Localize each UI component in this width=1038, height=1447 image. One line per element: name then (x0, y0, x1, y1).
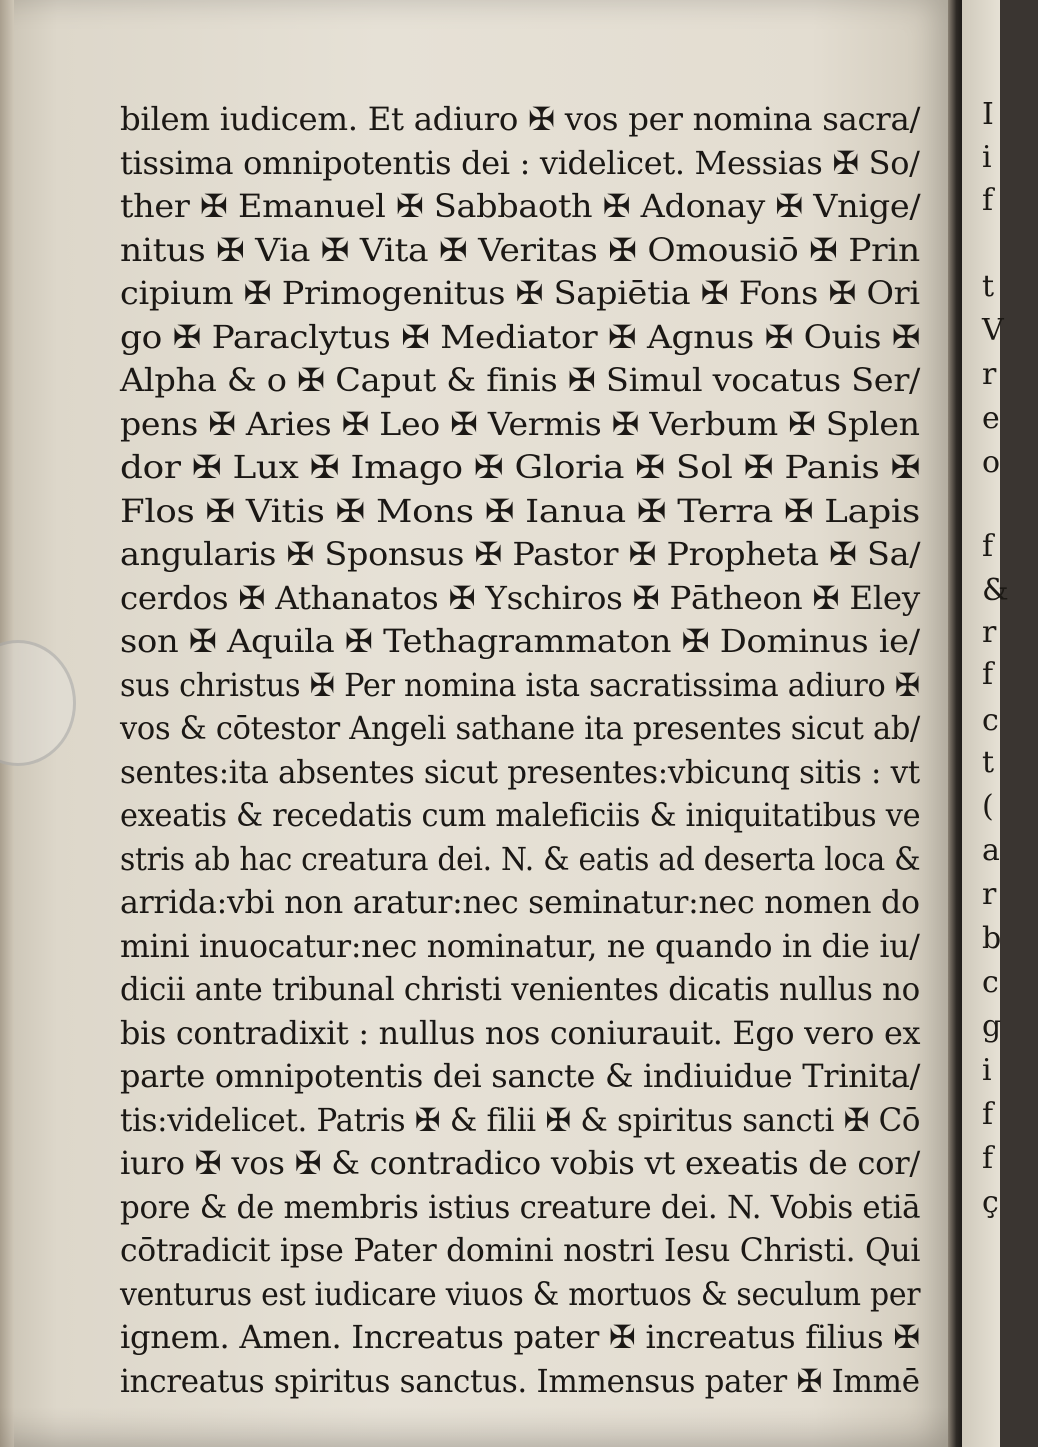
text-line: son ✠ Aquila ✠ Tethagrammaton ✠ Dominus ie/ (120, 622, 920, 660)
text-line: venturus est iudicare viuos & mortuos & seculum per (120, 1274, 921, 1313)
text-line: parte omnipotentis dei sancte & indiuidue Trinita/ (120, 1057, 921, 1095)
facing-page-letter: f (982, 1141, 994, 1176)
text-line: go ✠ Paraclytus ✠ Mediator ✠ Agnus ✠ Ouis ✠ (120, 317, 921, 356)
facing-page-letter: r (982, 357, 997, 392)
text-line: cipium ✠ Primogenitus ✠ Sapiētia ✠ Fons ✠ Ori (120, 274, 920, 312)
text-line: Alpha & o ✠ Caput & finis ✠ Simul vocatus Ser/ (120, 361, 921, 399)
facing-page-letter: ( (982, 789, 994, 824)
facing-page-letter: t (982, 745, 995, 780)
text-line: dor ✠ Lux ✠ Imago ✠ Gloria ✠ Sol ✠ Panis ✠ (120, 448, 921, 486)
text-line: cōtradicit ipse Pater domini nostri Iesu Christi. Qui (120, 1231, 921, 1269)
text-line: Flos ✠ Vitis ✠ Mons ✠ Ianua ✠ Terra ✠ Lapis (120, 491, 920, 530)
facing-page-letter: e (982, 401, 1000, 436)
text-line: sus christus ✠ Per nomina ista sacratissima adiuro ✠ (120, 665, 920, 704)
facing-page-letter: a (982, 833, 1000, 868)
page-bottom-shadow (0, 1407, 955, 1447)
facing-page-letter: t (982, 269, 995, 304)
text-line: pens ✠ Aries ✠ Leo ✠ Vermis ✠ Verbum ✠ Splen (120, 404, 920, 443)
facing-page-letter: b (982, 921, 1002, 956)
text-line: pore & de membris istius creature dei. N. Vobis etiā (120, 1187, 921, 1226)
text-line: increatus spiritus sanctus. Immensus pater ✠ Immē (120, 1361, 920, 1400)
book-gutter (948, 0, 962, 1447)
text-line: bis contradixit : nullus nos coniurauit. Ego vero ex (120, 1013, 921, 1052)
text-line: angularis ✠ Sponsus ✠ Pastor ✠ Propheta ✠ Sa/ (120, 535, 921, 573)
text-line: vos & cōtestor Angeli sathane ita presentes sicut ab/ (120, 709, 921, 747)
book-clasp (0, 640, 76, 766)
facing-page-letter: i (982, 140, 992, 175)
facing-page-letter: V (982, 313, 1004, 348)
text-line: ther ✠ Emanuel ✠ Sabbaoth ✠ Adonay ✠ Vnige/ (120, 187, 921, 225)
facing-page-letter: f (982, 529, 994, 564)
text-line: sentes:ita absentes sicut presentes:vbicunq sitis : vt (120, 752, 920, 791)
facing-page-edge (962, 0, 1009, 1447)
facing-page-letter: I (982, 97, 994, 132)
facing-page-letter: g (982, 1009, 1002, 1044)
facing-page-letter: ç (982, 1185, 999, 1220)
facing-page-letter: o (982, 445, 1001, 480)
text-line: ignem. Amen. Increatus pater ✠ increatus filius ✠ (120, 1318, 920, 1356)
facing-page-letter: f (982, 1097, 994, 1132)
page-text-block (120, 98, 940, 1403)
facing-page-letter: c (982, 703, 999, 738)
text-line: cerdos ✠ Athanatos ✠ Yschiros ✠ Pātheon ✠ Eley (120, 578, 920, 617)
facing-page-letter: i (982, 1053, 992, 1088)
text-line: nitus ✠ Via ✠ Vita ✠ Veritas ✠ Omousiō ✠ Prin (120, 230, 920, 269)
facing-page-letter: r (982, 877, 997, 912)
text-line: mini inuocatur:nec nominatur, ne quando in die iu/ (120, 926, 920, 965)
text-line: bilem iudicem. Et adiuro ✠ vos per nomina sacra/ (120, 100, 921, 138)
facing-page-letter: r (982, 615, 997, 650)
facing-page-letter: f (982, 657, 994, 692)
text-line: tissima omnipotentis dei : videlicet. Messias ✠ So/ (120, 143, 920, 182)
text-line: tis:videlicet. Patris ✠ & filii ✠ & spiritus sancti ✠ Cō (120, 1100, 921, 1139)
text-line: exeatis & recedatis cum maleficiis & iniquitatibus ve (120, 796, 921, 834)
text-line: arrida:vbi non aratur:nec seminatur:nec nomen do (120, 883, 920, 921)
facing-page-letter: f (982, 183, 994, 218)
text-line: stris ab hac creatura dei. N. & eatis ad deserta loca & (120, 839, 921, 878)
facing-page-letter: c (982, 965, 999, 1000)
text-line: dicii ante tribunal christi venientes dicatis nullus no (120, 970, 920, 1008)
facing-page-letter: & (982, 573, 1009, 608)
text-line: iuro ✠ vos ✠ & contradico vobis vt exeatis de cor/ (120, 1144, 920, 1182)
